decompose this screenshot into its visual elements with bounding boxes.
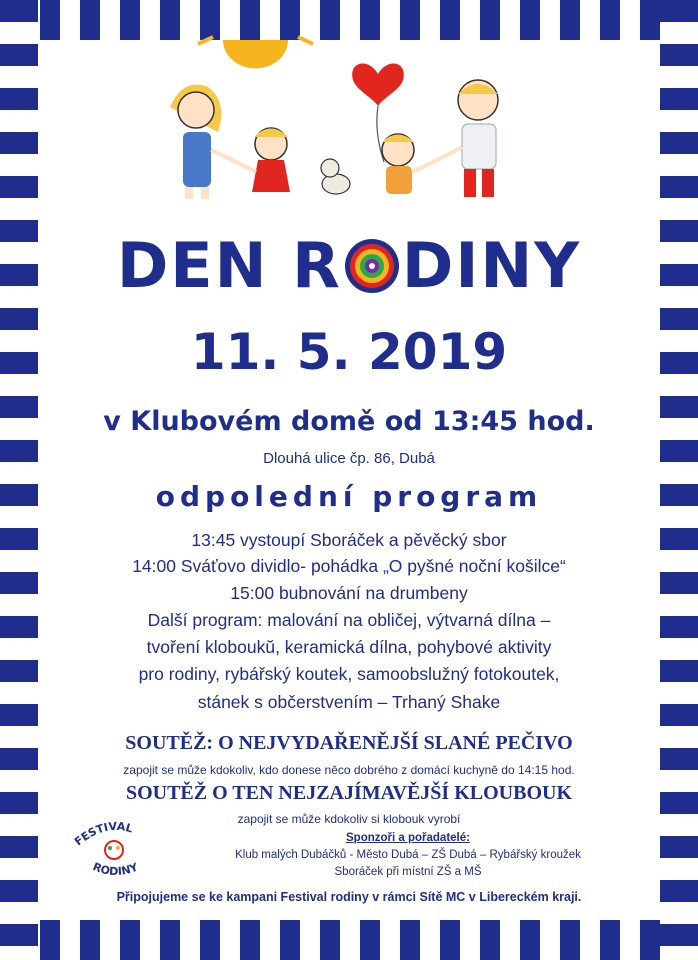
program-item: stánek s občerstvením – Trhaný Shake — [197, 692, 501, 712]
mandala-icon — [343, 237, 401, 295]
program-title: odpolední program — [155, 480, 543, 513]
campaign-footer: Připojujeme se ke kampani Festival rodiny v rámci Sítě MC v Libereckém kraji. — [116, 890, 582, 904]
contest-2-title: SOUTĚŽ O TEN NEJZAJÍMAVĚJŠÍ KLOUBOUK — [125, 782, 573, 804]
sponsors-line: Klub malých Dubáčků - Město Dubá – ZŠ Dubá – Rybářský kroužek — [235, 849, 581, 861]
family-illustration — [128, 32, 568, 202]
border-left — [0, 0, 38, 960]
program-item: 14:00 Sváťovo dividlo- pohádka „O pyšné noční košilce“ — [132, 556, 566, 576]
poster-content — [38, 40, 660, 920]
event-address: Dlouhá ulice čp. 86, Dubá — [263, 450, 435, 467]
svg-text:RODINY — [91, 860, 141, 878]
poster-title — [38, 225, 660, 302]
title-part-1: DEN R — [116, 229, 342, 303]
svg-text:FESTIVAL — [72, 820, 134, 849]
contest-2-note: zapojit se může kdokoliv si klobouk vyrobí — [237, 812, 461, 826]
logo-bottom-text: RODINY — [90, 860, 140, 879]
logo-top-text: FESTIVAL — [72, 819, 135, 849]
program-item: 13:45 vystoupí Sboráček a pěvěcký sbor — [191, 530, 507, 550]
program-item: 15:00 bubnování na drumbeny — [230, 583, 468, 603]
festival-logo — [66, 810, 166, 880]
sponsors-heading: Sponzoři a pořadatelé: — [346, 832, 470, 844]
contest-1-title: SOUTĚŽ: O NEJVYDAŘENĚJŠÍ SLANÉ PEČIVO — [125, 732, 573, 754]
sponsors-line: Sboráček při místní ZŠ a MŠ — [334, 866, 482, 878]
program-item: tvoření kloboukŭ, keramická dílna, pohybové aktivity — [146, 637, 552, 657]
sun-icon — [198, 37, 313, 68]
border-bottom — [0, 920, 698, 960]
event-venue: v Klubovém domě od 13:45 hod. — [103, 406, 595, 437]
event-date: 11. 5. 2019 — [190, 323, 508, 381]
program-item: Další program: malování na obličej, výtvarná dílna – — [147, 610, 551, 630]
contest-1-note: zapojit se může kdokoliv, kdo donese něco dobrého z domácí kuchyně do 14:15 hod. — [123, 763, 575, 777]
program-item: pro rodiny, rybářský koutek, samoobslužný fotokoutek, — [138, 664, 560, 684]
sponsors-block — [188, 830, 628, 881]
border-right — [660, 0, 698, 960]
title-part-2: DINY — [401, 229, 582, 303]
